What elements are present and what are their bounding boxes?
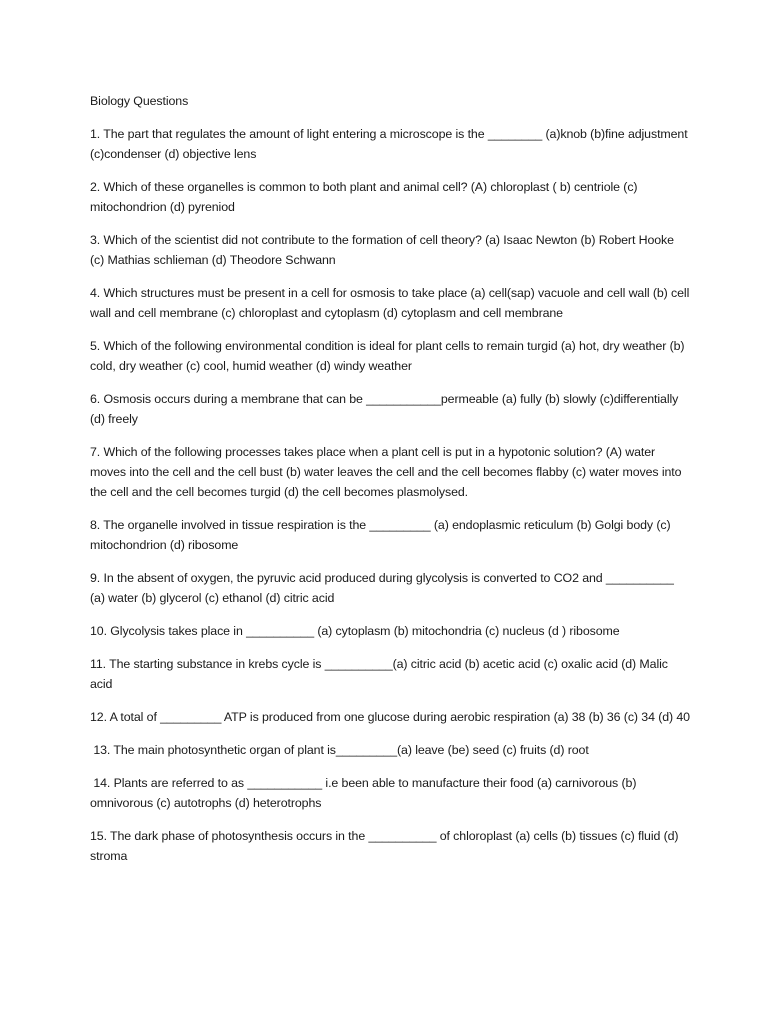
question-item: 3. Which of the scientist did not contribute to the formation of cell theory? (a) Isaac Newton (b) Robert Hooke (c) Mathias schlieman (d) Theodore Schwann (90, 233, 678, 267)
document-content (90, 91, 693, 879)
question-item: 6. Osmosis occurs during a membrane that can be ___________permeable (a) fully (b) slowly (c)differentially (d) freely (90, 392, 682, 426)
question-item: 1. The part that regulates the amount of light entering a microscope is the ________ (a)knob (b)fine adjustment (c)condenser (d) objective lens (90, 127, 691, 161)
question-item: 9. In the absent of oxygen, the pyruvic acid produced during glycolysis is converted to CO2 and __________ (a) water (b) glycerol (c) ethanol (d) citric acid (90, 571, 678, 605)
question-item: 15. The dark phase of photosynthesis occurs in the __________ of chloroplast (a) cells (b) tissues (c) fluid (d) stroma (90, 829, 682, 863)
document-title: Biology Questions (90, 94, 189, 108)
question-item: 12. A total of _________ ATP is produced from one glucose during aerobic respiration (a) 38 (b) 36 (c) 34 (d) 40 (90, 710, 690, 724)
question-item: 4. Which structures must be present in a cell for osmosis to take place (a) cell(sap) vacuole and cell wall (b) cell wall and cell membrane (c) chloroplast and cytoplasm (d) cytoplasm and cell membrane (90, 286, 693, 320)
question-item: 10. Glycolysis takes place in __________ (a) cytoplasm (b) mitochondria (c) nucleus (d ) ribosome (90, 624, 620, 638)
question-item: 2. Which of these organelles is common to both plant and animal cell? (A) chloroplast ( b) centriole (c) mitochondrion (d) pyreniod (90, 180, 641, 214)
question-item: 11. The starting substance in krebs cycle is __________(a) citric acid (b) acetic acid (c) oxalic acid (d) Malic acid (90, 657, 672, 691)
question-item: 7. Which of the following processes takes place when a plant cell is put in a hypotonic solution? (A) water moves into the cell and the cell bust (b) water leaves the cell and the cell becomes flabby (c) water moves into the cell and the cell becomes turgid (d) the cell becomes plasmolysed. (90, 445, 685, 499)
question-item: 8. The organelle involved in tissue respiration is the _________ (a) endoplasmic reticulum (b) Golgi body (c) mitochondrion (d) ribosome (90, 518, 674, 552)
question-item: 13. The main photosynthetic organ of plant is_________(a) leave (be) seed (c) fruits (d) root (90, 743, 589, 757)
question-item: 5. Which of the following environmental condition is ideal for plant cells to remain turgid (a) hot, dry weather (b) cold, dry weather (c) cool, humid weather (d) windy weather (90, 339, 688, 373)
question-item: 14. Plants are referred to as ___________ i.e been able to manufacture their food (a) carnivorous (b) omnivorous (c) autotrophs (d) heterotrophs (90, 776, 640, 810)
